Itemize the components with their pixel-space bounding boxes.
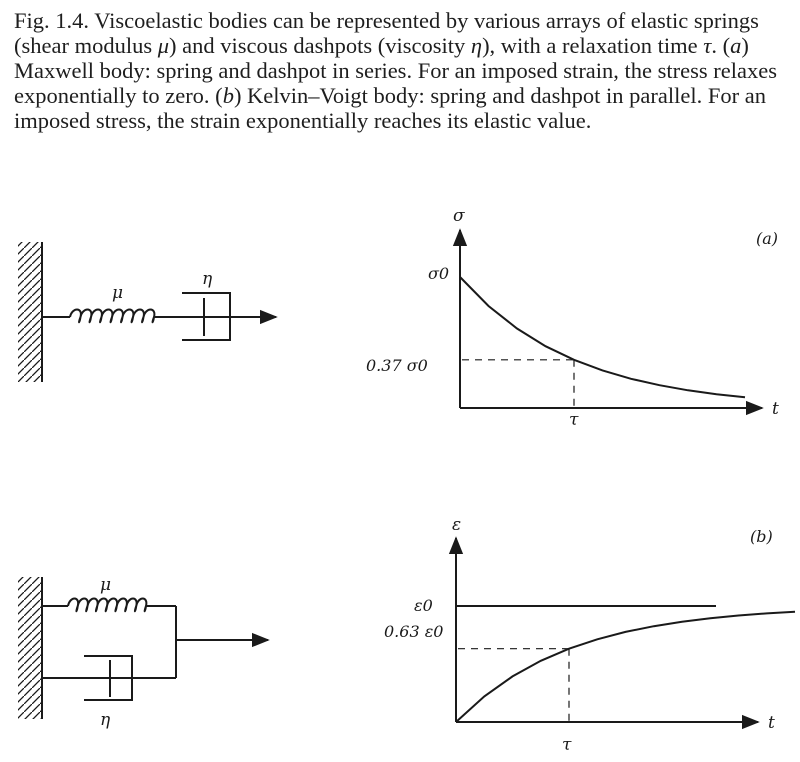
caption-text: ), with a relaxation time — [482, 33, 704, 58]
caption-text: ) Maxwell body: spring and dashpot in series. For an imposed strain, the stress relaxes exponentially to zero. ( — [14, 33, 777, 108]
caption-text: ) and viscous dashpots (viscosity — [169, 33, 471, 58]
stress-curve — [460, 277, 745, 397]
kelvin-voigt-diagram — [18, 577, 268, 719]
caption-text: . ( — [711, 33, 731, 58]
asymptote-label: ε0 — [414, 596, 433, 615]
level-label: 0.37 σ0 — [366, 356, 428, 375]
y-axis-label: σ — [453, 206, 465, 226]
strain-curve — [456, 612, 795, 722]
caption-a: a — [730, 33, 742, 58]
creep-graph — [456, 538, 795, 722]
caption-text: ) Kelvin–Voigt body: spring and dashpot in parallel. For an imposed stress, the strain exponentially reaches its elastic value. — [14, 83, 766, 133]
caption-text: Fig. 1.4. Viscoelastic bodies can be represented by various arrays of elastic springs (shear modulus — [14, 8, 759, 58]
x-axis-label: t — [768, 713, 775, 733]
y-axis-label: ε — [452, 515, 462, 535]
tau-tick-label: τ — [569, 410, 579, 430]
x-axis-label: t — [772, 399, 779, 419]
spring — [70, 310, 154, 323]
panel-tag-a: (a) — [756, 229, 779, 248]
maxwell-body-diagram — [18, 242, 276, 382]
caption-mu: μ — [157, 33, 170, 58]
caption-b: b — [222, 83, 234, 108]
wall-hatching — [18, 242, 42, 382]
dashpot-label-eta: η — [202, 269, 213, 289]
spring — [68, 599, 146, 612]
spring-label-mu: μ — [112, 283, 124, 303]
wall-hatching — [18, 577, 42, 719]
caption-tau: τ — [703, 33, 712, 58]
caption-eta: η — [470, 33, 483, 58]
start-value-label: σ0 — [428, 264, 450, 283]
spring-label-mu: μ — [100, 575, 112, 595]
stress-relaxation-graph — [460, 230, 762, 408]
tau-tick-label: τ — [562, 735, 572, 755]
dashpot-label-eta: η — [100, 710, 111, 730]
panel-tag-b: (b) — [750, 527, 773, 546]
level-label: 0.63 ε0 — [384, 622, 444, 641]
